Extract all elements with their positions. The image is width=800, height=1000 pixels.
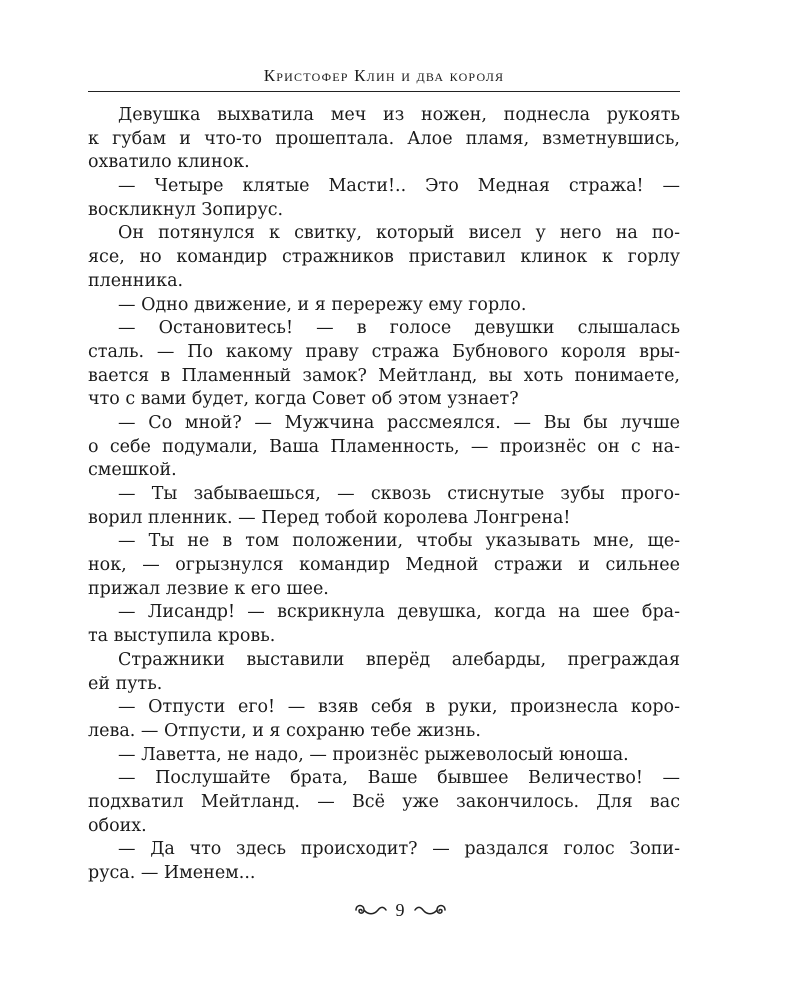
text-line: Стражники выставили вперёд алебарды, преграждая [118, 649, 680, 670]
text-line: — Да что здесь происходит? — раздался голос Зопи- [118, 839, 680, 860]
text-line: что с вами будет, когда Совет об этом узнает? [88, 389, 519, 410]
page-number: 9 [395, 900, 405, 920]
text-line: ясе, но командир стражников приставил клинок к горлу [88, 247, 680, 268]
text-line: — Отпусти его! — взяв себя в руки, произнесла коро- [118, 697, 680, 718]
text-line: прижал лезвие к его шее. [88, 578, 329, 599]
text-line: руса. — Именем... [88, 863, 256, 883]
text-line: нок, — огрызнулся командир Медной стражи и сильнее [88, 555, 680, 576]
text-line: — Одно движение, и я перережу ему горло. [118, 294, 527, 315]
text-line: — Остановитесь! — в голосе девушки слышалась [118, 318, 680, 339]
text-line: воскликнул Зопирус. [88, 199, 284, 220]
text-line: — Послушайте брата, Ваше бывшее Величество! — [118, 768, 680, 789]
text-line: сталь. — По какому праву стража Бубнового короля вры- [88, 341, 680, 362]
header-rule [88, 91, 680, 92]
text-line: обоих. [88, 815, 147, 836]
text-line: Девушка выхватила меч из ножен, поднесла рукоять [118, 105, 680, 125]
text-line: — Ты забываешься, — сквозь стиснутые зубы прого- [118, 484, 680, 504]
running-header: Кристофер Клин и два короля [263, 66, 505, 85]
text-line: к губам и что-то прошептала. Алое пламя, взметнувшись, [88, 128, 680, 149]
text-line: — Лаветта, не надо, — произнёс рыжеволосый юноша. [118, 744, 629, 765]
text-line: — Со мной? — Мужчина рассмеялся. — Вы бы лучше [118, 412, 680, 433]
text-line: о себе подумали, Ваша Пламенность, — произнёс он с на- [88, 436, 680, 457]
text-line: — Четыре клятые Масти!.. Это Медная стража! — [118, 176, 680, 197]
text-line: — Ты не в том положении, чтобы указывать мне, ще- [118, 531, 680, 552]
text-line: та выступила кровь. [88, 626, 276, 647]
text-line: вается в Пламенный замок? Мейтланд, вы хоть понимаете, [88, 365, 680, 386]
left-swirl-ornament-icon [354, 901, 388, 919]
text-line: лева. — Отпусти, и я сохраню тебе жизнь. [88, 720, 481, 741]
text-line: Он потянулся к свитку, который висел у него на по- [118, 223, 680, 244]
text-line: охватило клинок. [88, 152, 250, 173]
text-line: пленника. [88, 270, 184, 291]
right-swirl-ornament-icon [413, 901, 447, 919]
text-line: — Лисандр! — вскрикнула девушка, когда на шее бра- [118, 602, 680, 623]
text-line: смешкой. [88, 460, 177, 481]
page-footer [0, 900, 800, 926]
text-line: подхватил Мейтланд. — Всё уже закончилось. Для вас [88, 791, 680, 812]
text-line: ворил пленник. — Перед тобой королева Лонгрена! [88, 507, 571, 528]
text-line: ей путь. [88, 673, 163, 694]
body-text [88, 104, 680, 886]
